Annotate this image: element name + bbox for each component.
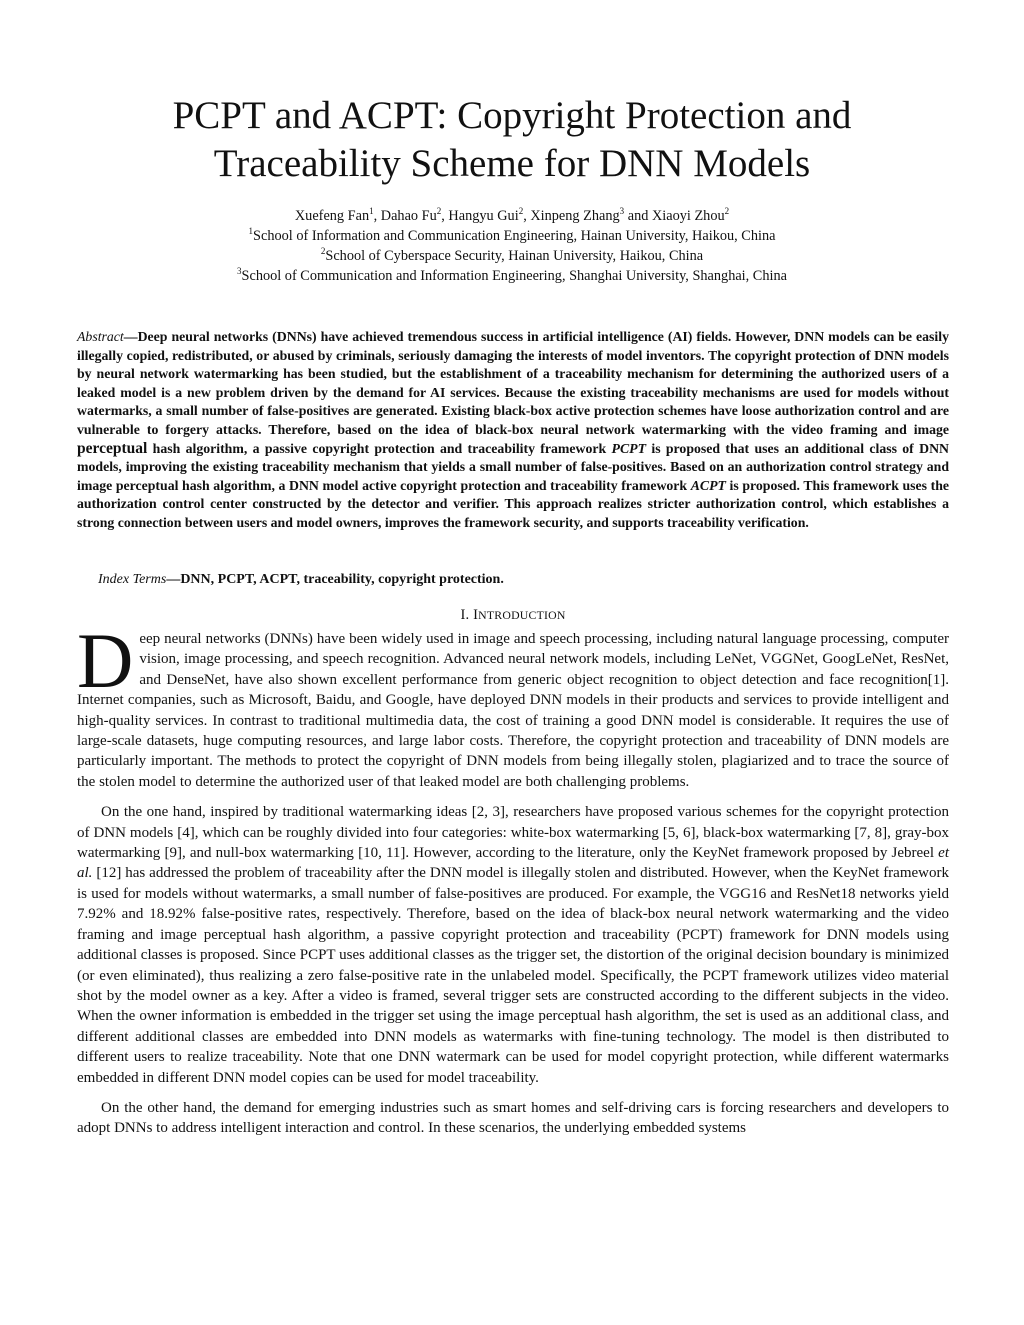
paragraph-text: [12] has addressed the problem of traceability after the DNN model is illegally stolen and distributed. However, when the KeyNet framework is used for models without watermarks, a small number of false-positives are produced. For example, the VGG16 and ResNet18 networks yield 7.92% and 18.92% false-positive rates, respectively. Therefore, based on the idea of black-box neural network watermarking and the video framing and image perceptual hash algorithm, a passive copyright protection and traceability (PCPT) framework for DNN models using additional classes is proposed. Since PCPT uses additional classes as the trigger set, the distortion of the original decision boundary is minimized (or even eliminated), thus realizing a zero false-positive rate in the unlabeled model. Specifically, the PCPT framework utilizes video material shot by the model owner as a key. After a video is framed, several trigger sets are constructed according to the different subjects in the video. When the owner information is embedded in the trigger set using the image perceptual hash algorithm, the set is used as an additional class, and different additional classes are embedded into DNN models as watermarks with fine-tuning technology. The model is then distributed to different users to realize traceability. Note that one DNN watermark can be used for model copyright protection, while different watermarks embedded in different DNN model copies can be used for model traceability. <box>77 865 949 1086</box>
section-title-cap: I <box>473 607 479 623</box>
affiliation-mark: 3 <box>237 266 242 277</box>
author-name: and Xiaoyi Zhou <box>624 208 725 224</box>
paragraph-3 <box>77 1098 949 1139</box>
paper-title <box>80 92 944 188</box>
paragraph-2 <box>77 802 949 1088</box>
affiliation-1 <box>80 226 944 246</box>
abstract <box>77 328 949 533</box>
index-terms-label: Index Terms <box>98 572 167 587</box>
paragraph-text: On the one hand, inspired by traditional watermarking ideas [2, 3], researchers have proposed various schemes for the copyright protection of DNN models [4], which can be roughly divided into four categories: white-box watermarking [5, 6], black-box watermarking [7, 8], gray-box watermarking [9], and null-box watermarking [10, 11]. However, according to the literature, only the KeyNet framework proposed by Jebreel <box>77 804 949 862</box>
paragraph-text: On the other hand, the demand for emerging industries such as smart homes and self-driving cars is forcing researchers and developers to adopt DNNs to address intelligent interaction and control. In these scenarios, the underlying embedded systems <box>77 1099 949 1137</box>
paragraph-text: eep neural networks (DNNs) have been widely used in image and speech processing, including natural language processing, computer vision, image processing, and speech recognition. Advanced neural network models, including LeNet, VGGNet, GoogLeNet, ResNet, and DenseNet, have also shown excellent performance from generic object recognition to object detection and face recognition[1]. Internet companies, such as Microsoft, Baidu, and Google, have deployed DNN models in their products and services to provide intelligent and high-quality services. In contrast to traditional multimedia data, the cost of training a good DNN model is considerable. It requires the use of large-scale datasets, huge computing resources, and large labor costs. Therefore, the copyright protection and traceability of DNN models are particularly important. The methods to protect the copyright of DNN models from being illegally stolen, plagiarized and to trace the source of the stolen model to determine the authorized user of that leaked model are both challenging problems. <box>77 631 949 790</box>
author-affil-mark: 1 <box>369 206 374 217</box>
index-terms-text: —DNN, PCPT, ACPT, traceability, copyright protection. <box>166 572 504 587</box>
author-name: , Dahao Fu <box>373 208 437 224</box>
et-al: et al. <box>77 845 949 882</box>
affiliation-2 <box>80 246 944 266</box>
drop-cap: D <box>77 617 134 704</box>
abstract-text: Deep neural networks (DNNs) have achieved tremendous success in artificial intelligence (AI) fields. However, DNN models can be easily illegally copied, redistributed, or abused by criminals, seriously damaging the interests of model inventors. The copyright protection of DNN models by neural network watermarking has been studied, but the establishment of a traceability mechanism for determining the authorized users of a leaked model is a new problem driven by the demand for AI services. Because the existing traceability mechanisms are used for models without watermarks, a small number of false-positives are generated. Existing black-box active protection schemes have loose authorization control and are vulnerable to forgery attacks. Therefore, based on the idea of black-box neural network watermarking with the video framing and image <box>77 329 949 437</box>
author-name: , Xinpeng Zhang <box>523 208 620 224</box>
abstract-dash: — <box>123 329 138 344</box>
author-list <box>80 206 944 226</box>
paragraph-1 <box>77 617 949 792</box>
abstract-text: is proposed that uses an additional class of DNN models, improving the existing traceability mechanism that yields a small number of false-positives. Based on an authorization control strategy and image perceptual hash algorithm, a DNN model active copyright protection and traceability framework <box>77 440 949 493</box>
affiliation-mark: 2 <box>320 246 326 257</box>
abstract-text: is proposed. This framework uses the authorization control center constructed by the detector and verifier. This approach realizes stricter authorization control, which establishes a strong connection between users and model owners, improves the framework security, and supports traceability verification. <box>77 477 950 530</box>
affiliation-text: School of Information and Communication Engineering, Hainan University, Haikou, China <box>253 228 776 244</box>
affiliation-mark: 1 <box>248 226 254 237</box>
body-text <box>77 617 949 1149</box>
abstract-acpt: ACPT <box>690 477 726 493</box>
abstract-text: perceptual <box>77 439 148 457</box>
abstract-text: hash algorithm, a passive copyright protection and traceability framework <box>147 440 612 456</box>
index-terms <box>98 571 948 589</box>
section-numeral: I. <box>460 607 470 623</box>
author-affil-mark: 3 <box>619 206 625 217</box>
author-affil-mark: 2 <box>436 206 442 217</box>
section-title-rest: NTRODUCTION <box>478 608 566 622</box>
author-affil-mark: 2 <box>518 206 524 217</box>
title-line-2: Traceability Scheme for DNN Models <box>213 142 811 185</box>
author-block <box>80 206 944 286</box>
section-heading <box>77 606 949 624</box>
affiliation-text: School of Communication and Information Engineering, Shanghai University, Shanghai, China <box>241 268 787 284</box>
author-affil-mark: 2 <box>724 206 730 217</box>
abstract-label: Abstract <box>77 329 124 344</box>
affiliation-3 <box>80 266 944 286</box>
author-name: Xuefeng Fan <box>294 208 370 224</box>
affiliation-text: School of Cyberspace Security, Hainan University, Haikou, China <box>325 248 704 264</box>
abstract-pcpt: PCPT <box>611 440 647 456</box>
author-name: , Hangyu Gui <box>441 208 519 224</box>
title-line-1: PCPT and ACPT: Copyright Protection and <box>172 94 852 137</box>
